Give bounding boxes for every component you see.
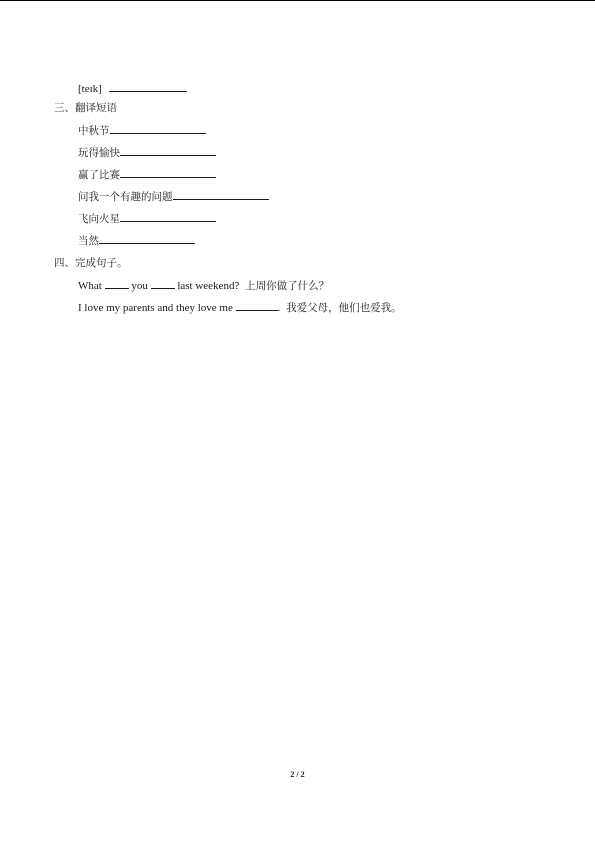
translate-item — [78, 167, 216, 182]
section-heading-translate: 三、翻译短语 — [54, 102, 117, 114]
translate-item-text: 飞向火星 — [78, 213, 120, 225]
sentence-item — [78, 278, 329, 293]
translate-item — [78, 233, 195, 248]
translate-item — [78, 123, 206, 138]
translate-item-text: 问我一个有趣的问题 — [78, 191, 173, 203]
top-border-line — [0, 0, 595, 1]
sentence-text: you — [131, 280, 148, 292]
answer-blank[interactable] — [105, 278, 129, 289]
sentence-text: What — [78, 280, 102, 292]
answer-blank[interactable] — [109, 81, 187, 92]
answer-blank[interactable] — [110, 123, 206, 134]
translate-item-text: 当然 — [78, 235, 99, 247]
translate-item-text: 中秋节 — [78, 125, 110, 137]
translate-item — [78, 189, 269, 204]
sentence-translation: 上周你做了什么？ — [245, 280, 330, 292]
phonetic-question — [78, 81, 187, 96]
translate-item-text: 玩得愉快 — [78, 147, 120, 159]
answer-blank[interactable] — [236, 300, 278, 311]
answer-blank[interactable] — [151, 278, 175, 289]
answer-blank[interactable] — [120, 145, 216, 156]
translate-item-text: 赢了比赛 — [78, 169, 120, 181]
section-heading-complete: 四、完成句子。 — [54, 257, 128, 269]
sentence-text: I love my parents and they love me — [78, 302, 233, 314]
answer-blank[interactable] — [173, 189, 269, 200]
answer-blank[interactable] — [120, 211, 216, 222]
answer-blank[interactable] — [99, 233, 195, 244]
translate-item — [78, 211, 216, 226]
translate-item — [78, 145, 216, 160]
answer-blank[interactable] — [120, 167, 216, 178]
sentence-item — [78, 300, 402, 315]
sentence-text: last weekend? — [177, 280, 240, 292]
page-number: 2 / 2 — [290, 770, 305, 779]
sentence-text: . — [277, 302, 281, 314]
phonetic-text: [teɪk] — [78, 83, 102, 95]
sentence-translation: 我爱父母，他们也爱我。 — [286, 302, 402, 314]
